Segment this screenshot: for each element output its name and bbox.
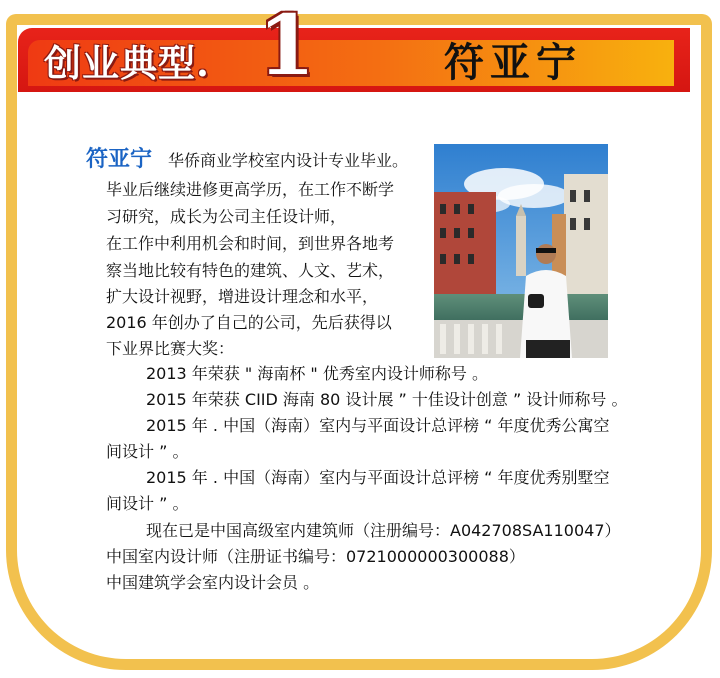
credential-line: 现在已是中国高级室内建筑师（注册编号：A042708SA110047） — [146, 521, 621, 540]
award-line: 间设计 ” 。 — [106, 494, 189, 513]
portrait-photo — [434, 144, 608, 358]
profile-line: 2016 年创办了自己的公司，先后获得以 — [106, 313, 392, 332]
profile-line: 华侨商业学校室内设计专业毕业。 — [168, 151, 409, 170]
credential-line: 中国建筑学会室内设计会员 。 — [106, 573, 320, 592]
banner-number: 1 — [258, 0, 316, 94]
award-line: 2015 年荣获 CIID 海南 80 设计展 ” 十佳设计创意 ” 设计师称号 。 — [146, 390, 628, 409]
profile-line: 毕业后继续进修更高学历，在工作不断学 — [106, 180, 395, 199]
profile-line: 在工作中利用机会和时间，到世界各地考 — [106, 234, 395, 253]
banner-prefix: 创业典型. — [44, 41, 210, 85]
award-line: 2013 年荣获 " 海南杯 " 优秀室内设计师称号 。 — [146, 364, 488, 383]
award-line: 2015 年 . 中国（海南）室内与平面设计总评榜 “ 年度优秀公寓空 — [146, 416, 610, 435]
award-line: 2015 年 . 中国（海南）室内与平面设计总评榜 “ 年度优秀别墅空 — [146, 468, 610, 487]
banner-name: 符亚宁 — [444, 40, 582, 86]
profile-line: 下业界比赛大奖： — [106, 339, 235, 358]
profile-line: 扩大设计视野，增进设计理念和水平， — [106, 287, 379, 306]
profile-line: 习研究，成长为公司主任设计师， — [106, 207, 347, 226]
profile-name: 符亚宁 — [86, 147, 153, 172]
credential-line: 中国室内设计师（注册证书编号：0721000000300088） — [106, 547, 525, 566]
profile-line: 察当地比较有特色的建筑、人文、艺术， — [106, 261, 395, 280]
award-line: 间设计 ” 。 — [106, 442, 189, 461]
